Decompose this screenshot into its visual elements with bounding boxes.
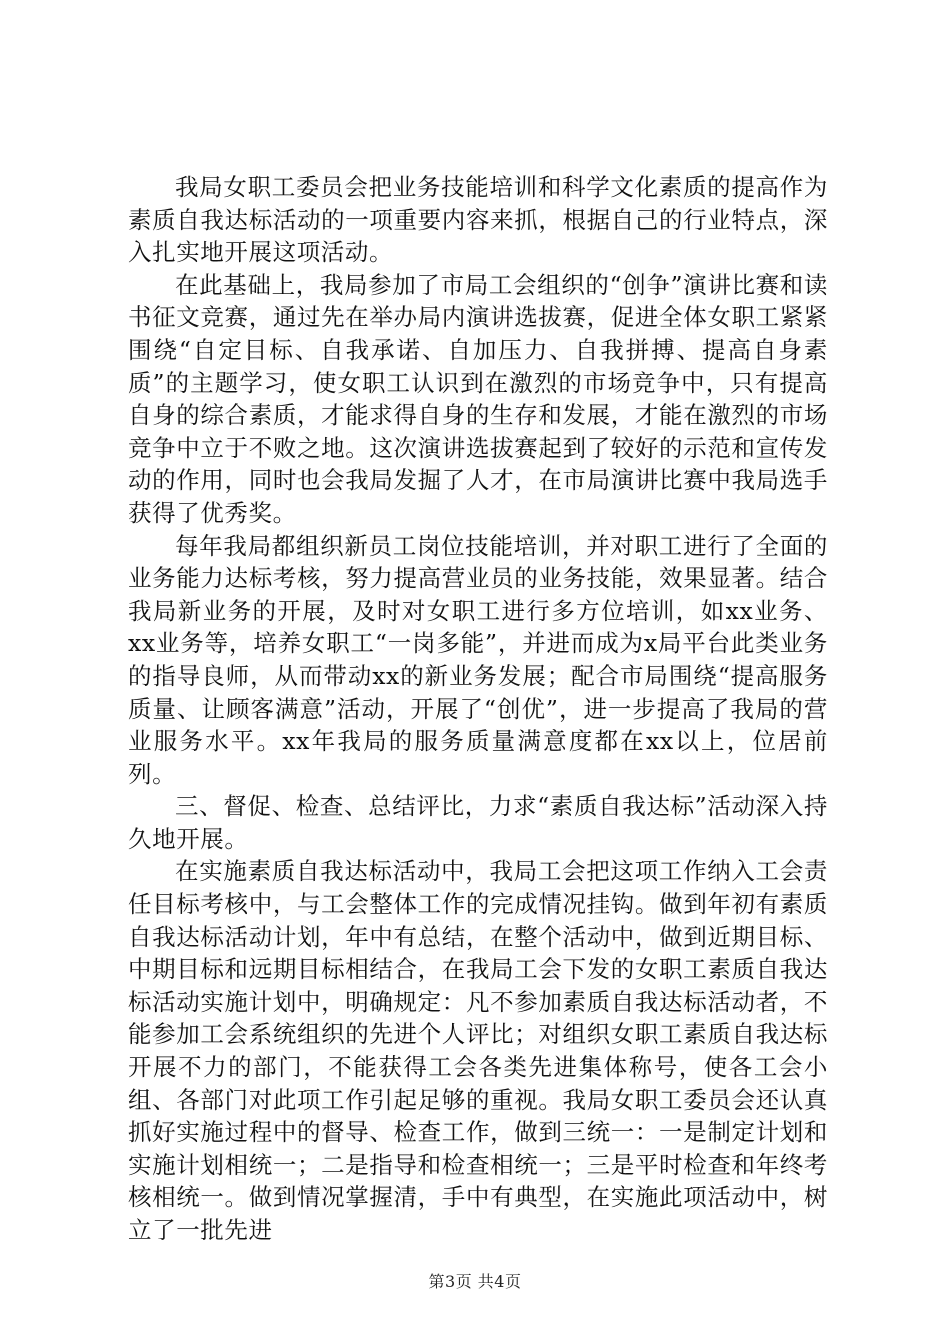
paragraph-4: 在实施素质自我达标活动中，我局工会把这项工作纳入工会责任目标考核中，与工会整体工作的完成情况挂钩。做到年初有素质自我达标活动计划，年中有总结，在整个活动中，做到近期目标、中期目标和远期目标相结合，在我局工会下发的女职工素质自我达标活动实施计划中，明确规定：凡不参加素质自我达标活动者，不能参加工会系统组织的先进个人评比；对组织女职工素质自我达标开展不力的部门，不能获得工会各类先进集体称号，使各工会小组、各部门对此项工作引起足够的重视。我局女职工委员会还认真抓好实施过程中的督导、检查工作，做到三统一：一是制定计划和实施计划相统一；二是指导和检查相统一；三是平时检查和年终考核相统一。做到情况掌握清，手中有典型，在实施此项活动中，树立了一批先进 xyxy=(128,857,828,1244)
page-number-footer: 第3页 共4页 xyxy=(428,1272,522,1291)
document-body xyxy=(128,171,828,1247)
paragraph-1: 我局女职工委员会把业务技能培训和科学文化素质的提高作为素质自我达标活动的一项重要内容来抓，根据自己的行业特点，深入扎实地开展这项活动。 xyxy=(128,173,828,267)
paragraph-2: 在此基础上，我局参加了市局工会组织的“创争”演讲比赛和读书征文竞赛，通过先在举办局内演讲选拔赛，促进全体女职工紧紧围绕“自定目标、自我承诺、自加压力、自我拼搏、提高自身素质”的主题学习，使女职工认识到在激烈的市场竞争中，只有提高自身的综合素质，才能求得自身的生存和发展，才能在激烈的市场竞争中立于不败之地。这次演讲选拔赛起到了较好的示范和宣传发动的作用，同时也会我局发掘了人才，在市局演讲比赛中我局选手获得了优秀奖。 xyxy=(128,270,828,527)
paragraph-3: 每年我局都组织新员工岗位技能培训，并对职工进行了全面的业务能力达标考核，努力提高营业员的业务技能，效果显著。结合我局新业务的开展，及时对女职工进行多方位培训，如xx业务、xx业务等，培养女职工“一岗多能”，并进而成为x局平台此类业务的指导良师，从而带动xx的新业务发展；配合市局围绕“提高服务质量、让顾客满意”活动，开展了“创优”，进一步提高了我局的营业服务水平。xx年我局的服务质量满意度都在xx以上，位居前列。 xyxy=(128,531,828,788)
section-heading: 三、督促、检查、总结评比，力求“素质自我达标”活动深入持久地开展。 xyxy=(128,792,828,853)
